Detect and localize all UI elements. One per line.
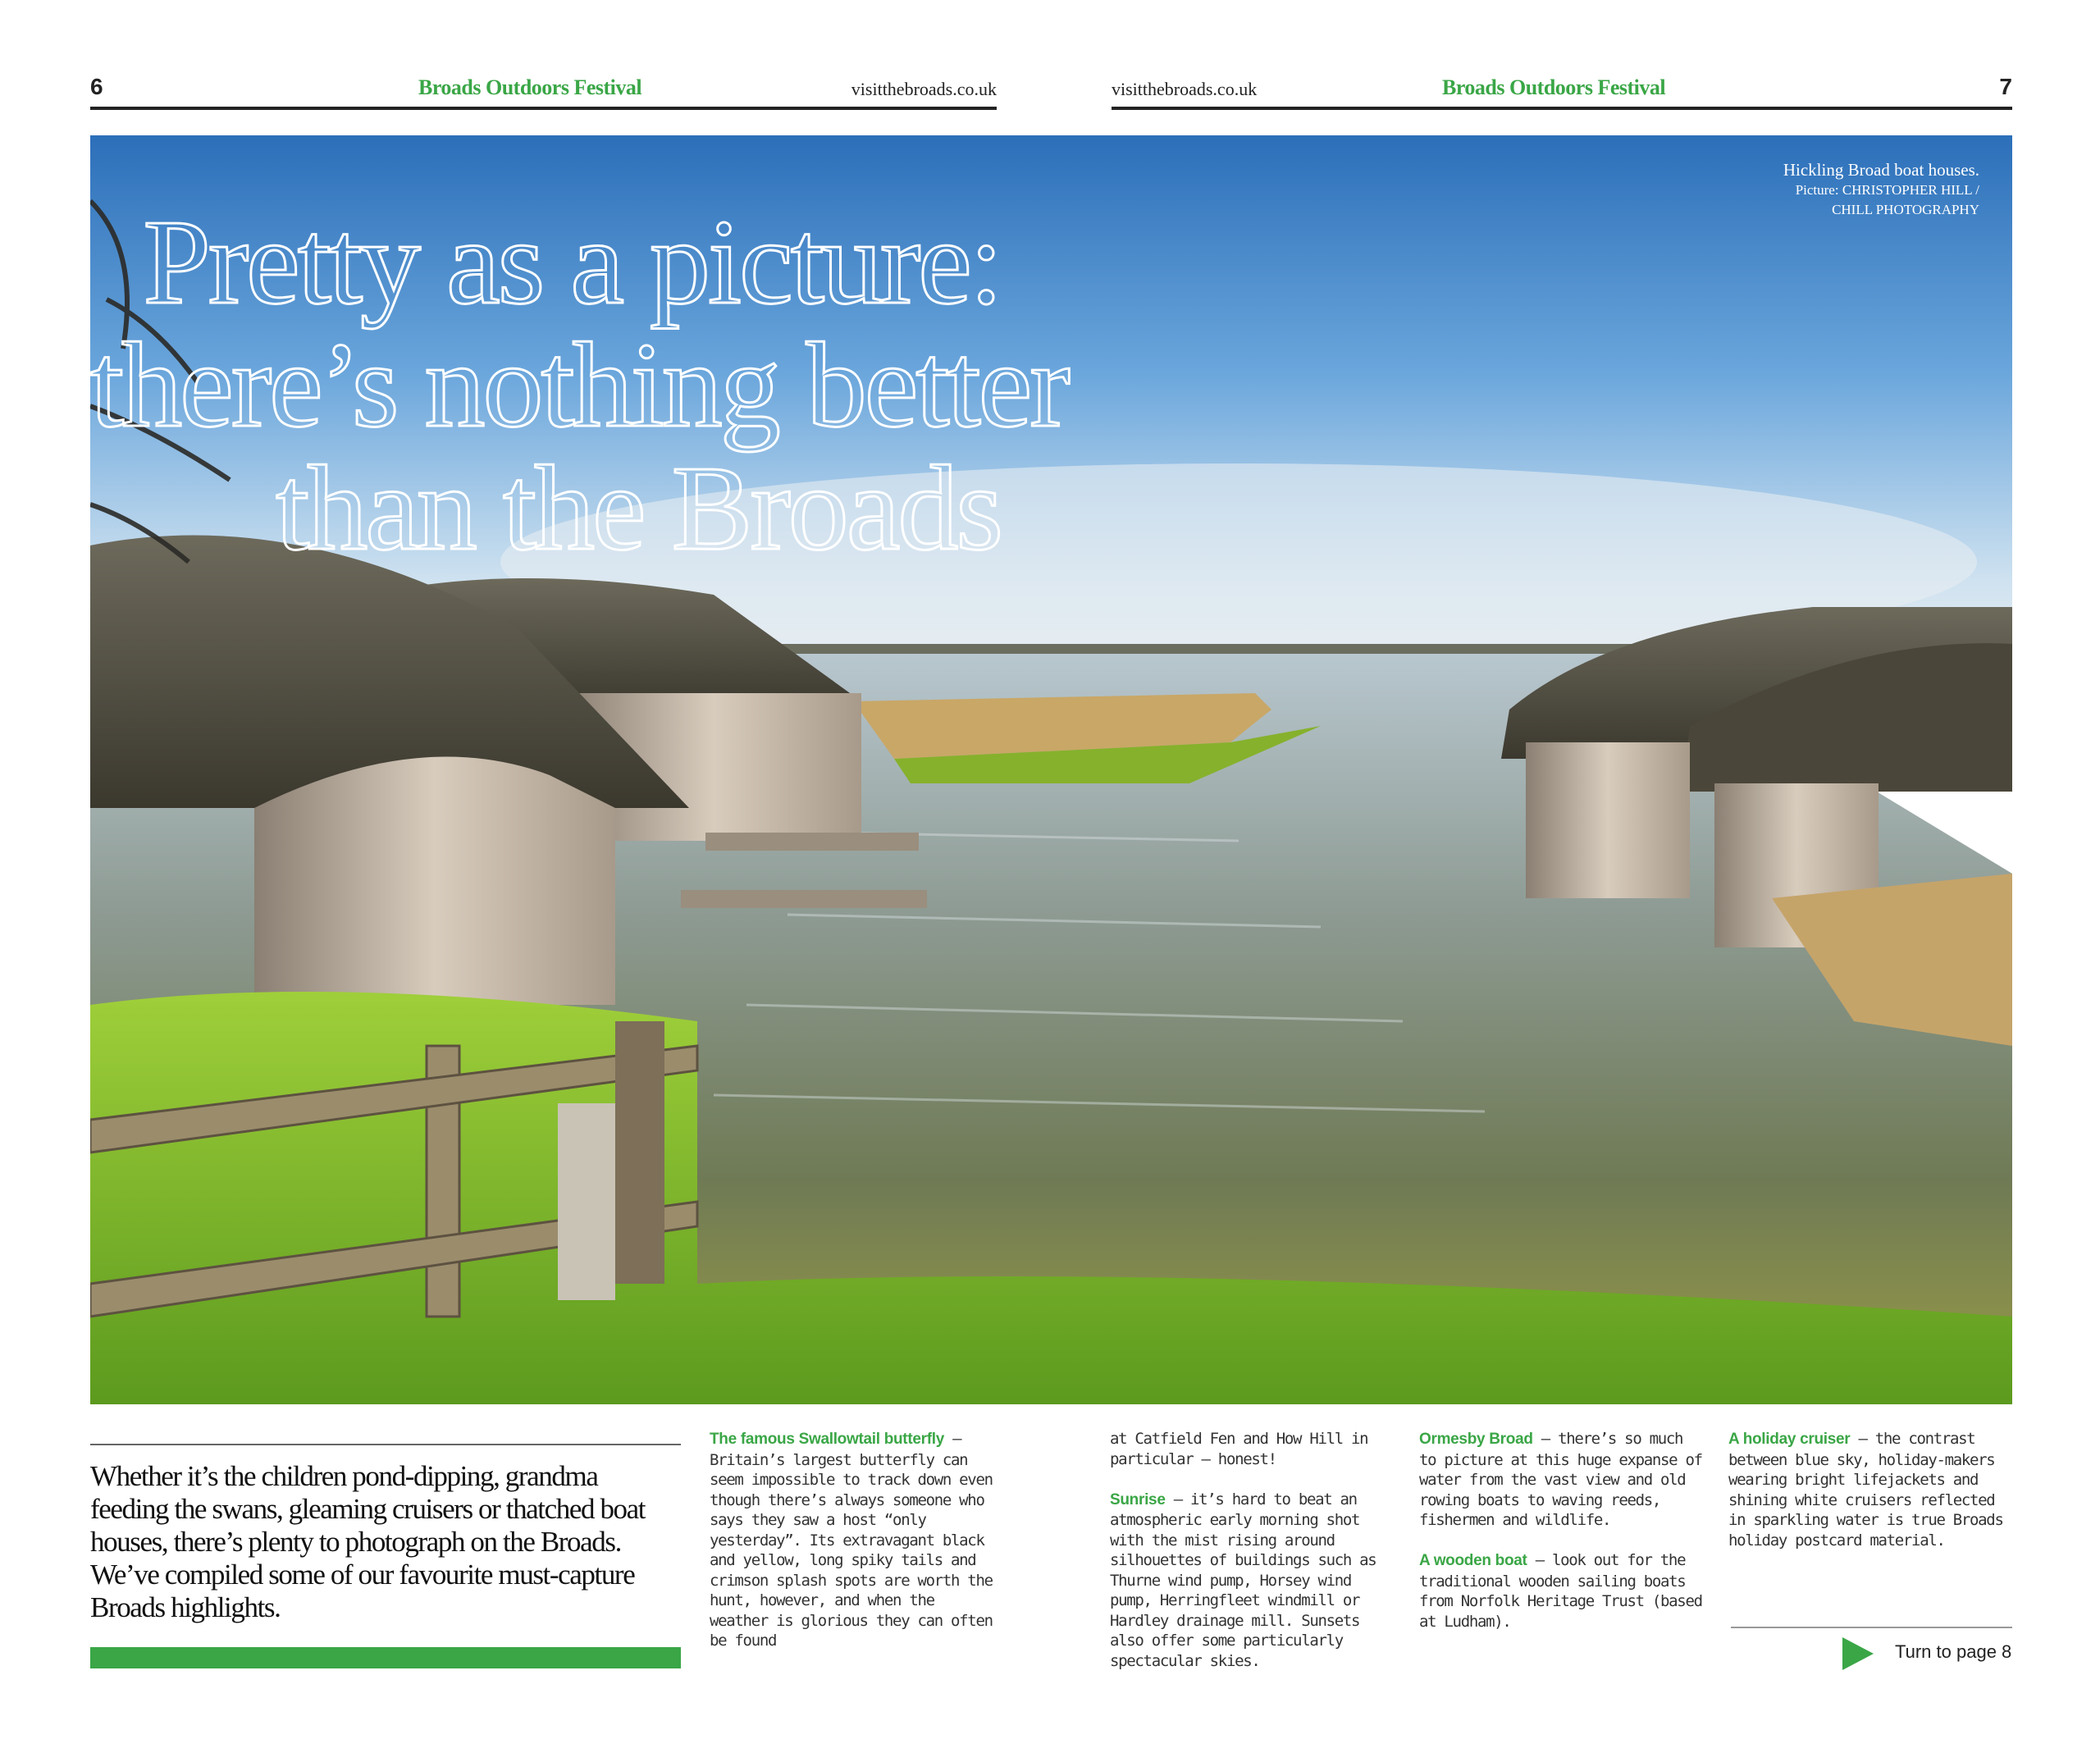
entry-ormesby-lead: Ormesby Broad bbox=[1419, 1431, 1533, 1448]
entry-wooden-boat-lead: A wooden boat bbox=[1419, 1552, 1527, 1569]
column-2 bbox=[1110, 1429, 1393, 1691]
right-site-link[interactable]: visitthebroads.co.uk bbox=[1112, 79, 1258, 99]
intro-paragraph: Whether it’s the children pond-dipping, grandma feeding the swans, gleaming cruisers or thatched boat houses, there’s plenty to photograph on the Broads. We’ve compiled some of our favourite must-capture Broads highlights. bbox=[90, 1460, 646, 1623]
entry-wooden-boat bbox=[1419, 1550, 1702, 1632]
entry-ormesby-text: – there’s so much to picture at this huge expanse of water from the vast view and old rowing boats to waving reeds, fishermen and wildlife. bbox=[1419, 1430, 1702, 1529]
left-site-link[interactable]: visitthebroads.co.uk bbox=[851, 79, 997, 99]
entry-swallowtail bbox=[710, 1429, 993, 1651]
entry-holiday-cruiser-text: – the contrast between blue sky, holiday-makers wearing bright lifejackets and shining white cruisers reflected in sparkling water is true Broads holiday postcard material. bbox=[1728, 1430, 2003, 1550]
entry-holiday-cruiser-lead: A holiday cruiser bbox=[1728, 1431, 1851, 1448]
right-page-number: 7 bbox=[1999, 74, 2012, 99]
entry-holiday-cruiser bbox=[1728, 1429, 2007, 1550]
turn-page-link[interactable]: Turn to page 8 bbox=[1895, 1641, 2012, 1662]
entry-sunrise-lead: Sunrise bbox=[1110, 1490, 1166, 1509]
headline-line-1: Pretty as a picture: bbox=[143, 195, 1001, 330]
caption-credit-1: Picture: CHRISTOPHER HILL / bbox=[1795, 182, 1979, 198]
hero-photo bbox=[90, 135, 2012, 1404]
caption-credit-2: CHILL PHOTOGRAPHY bbox=[1832, 202, 1979, 217]
right-page-header bbox=[1112, 74, 2012, 110]
entry-swallowtail-text: – Britain’s largest butterfly can seem impossible to track down even though there’s always someone who says they saw a host “only yesterday”. Its extravagant black and yellow, long spiky tails and crimson splash spots are worth the hunt, however, and when the weather is glorious they can often be found bbox=[710, 1430, 993, 1650]
photo-caption bbox=[1783, 160, 1979, 220]
headline-line-2: there’s nothing better bbox=[90, 318, 1068, 453]
entry-swallowtail-lead: The famous Swallowtail butterfly bbox=[710, 1431, 944, 1448]
entry-swallowtail-continued: at Catfield Fen and How Hill in particular – honest! bbox=[1110, 1430, 1368, 1468]
intro-accent-bar bbox=[90, 1647, 681, 1668]
intro-divider bbox=[90, 1444, 681, 1445]
headline-line-3: than the Broads bbox=[276, 441, 1001, 576]
headline bbox=[90, 195, 1068, 576]
right-section-title: Broads Outdoors Festival bbox=[1442, 75, 1666, 99]
entry-sunrise bbox=[1110, 1490, 1393, 1672]
column-1 bbox=[710, 1429, 993, 1671]
left-page-header bbox=[90, 74, 997, 110]
column-3 bbox=[1419, 1429, 1702, 1652]
entry-sunrise-text: – it’s hard to beat an atmospheric early morning shot with the mist rising around silhouettes of buildings such as Thurne wind pump, Horsey wind pump, Herringfleet windmill or Hardley drainage mill. Sunsets also offer some particularly spectacular skies. bbox=[1110, 1490, 1376, 1670]
column-4 bbox=[1728, 1429, 2007, 1571]
left-page-number: 6 bbox=[90, 74, 103, 99]
play-arrow-icon[interactable] bbox=[1842, 1637, 1874, 1670]
left-section-title: Broads Outdoors Festival bbox=[418, 75, 642, 99]
turn-page-divider bbox=[1731, 1627, 2012, 1628]
entry-wooden-boat-text: – look out for the traditional wooden sailing boats from Norfolk Heritage Trust (based at Ludham). bbox=[1419, 1551, 1702, 1631]
caption-title: Hickling Broad boat houses. bbox=[1783, 160, 1979, 180]
entry-ormesby bbox=[1419, 1429, 1702, 1531]
